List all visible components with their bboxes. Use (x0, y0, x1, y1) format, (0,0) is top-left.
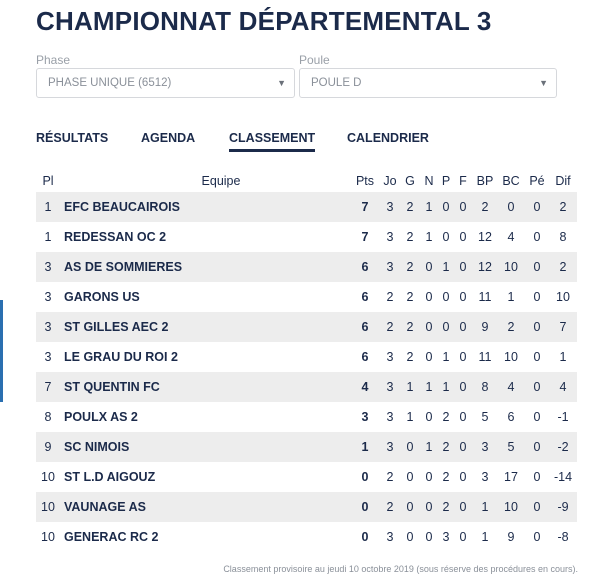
cell-f: 0 (459, 350, 467, 364)
cell-team[interactable]: ST QUENTIN FC (64, 380, 160, 394)
phase-filter (36, 52, 295, 98)
cell-bc: 6 (507, 410, 515, 424)
cell-pl: 10 (41, 500, 55, 514)
chevron-down-icon: ▼ (277, 78, 286, 88)
cell-dif: 4 (559, 380, 567, 394)
cell-n: 1 (425, 200, 433, 214)
cell-bc: 2 (507, 320, 515, 334)
cell-team[interactable]: ST L.D AIGOUZ (64, 470, 156, 484)
cell-pts: 0 (361, 470, 369, 484)
left-edge-accent (0, 300, 3, 402)
cell-p: 1 (442, 380, 450, 394)
cell-p: 0 (442, 200, 450, 214)
cell-n: 0 (425, 410, 433, 424)
table-row (36, 282, 577, 312)
cell-g: 2 (406, 200, 414, 214)
cell-dif: -8 (557, 530, 569, 544)
tab-calendrier[interactable]: CALENDRIER (347, 131, 429, 145)
cell-bp: 3 (481, 470, 489, 484)
cell-pe: 0 (533, 530, 541, 544)
poule-select[interactable] (299, 68, 557, 98)
cell-p: 2 (442, 440, 450, 454)
table-row (36, 222, 577, 252)
cell-bp: 12 (478, 230, 492, 244)
cell-pl: 9 (44, 440, 52, 454)
cell-bc: 0 (507, 200, 515, 214)
table-row (36, 492, 577, 522)
cell-p: 1 (442, 350, 450, 364)
cell-bp: 9 (481, 320, 489, 334)
cell-dif: -14 (553, 470, 573, 484)
header-pl: Pl (42, 174, 54, 188)
cell-jo: 3 (386, 230, 394, 244)
cell-jo: 3 (386, 380, 394, 394)
phase-label: Phase (36, 53, 71, 67)
cell-team[interactable]: LE GRAU DU ROI 2 (64, 350, 178, 364)
cell-pe: 0 (533, 350, 541, 364)
cell-n: 0 (425, 290, 433, 304)
cell-pe: 0 (533, 290, 541, 304)
table-body (36, 192, 577, 552)
cell-bp: 2 (481, 200, 489, 214)
cell-dif: 2 (559, 260, 567, 274)
cell-g: 1 (406, 410, 414, 424)
cell-team[interactable]: POULX AS 2 (64, 410, 138, 424)
cell-p: 2 (442, 410, 450, 424)
standings-footnote: Classement provisoire au jeudi 10 octobre 2019 (sous réserve des procédures en cours). (223, 564, 578, 574)
header-g: G (405, 174, 415, 188)
chevron-down-icon: ▼ (539, 78, 548, 88)
cell-p: 0 (442, 290, 450, 304)
cell-dif: 2 (559, 200, 567, 214)
cell-team[interactable]: AS DE SOMMIERES (64, 260, 183, 274)
cell-dif: -1 (557, 410, 569, 424)
cell-pl: 10 (41, 530, 55, 544)
cell-jo: 2 (386, 320, 394, 334)
cell-team[interactable]: EFC BEAUCAIROIS (64, 200, 180, 214)
cell-team[interactable]: VAUNAGE AS (64, 500, 146, 514)
cell-g: 2 (406, 290, 414, 304)
cell-dif: 7 (559, 320, 567, 334)
cell-pts: 0 (361, 530, 369, 544)
cell-pl: 10 (41, 470, 55, 484)
cell-pe: 0 (533, 260, 541, 274)
table-row (36, 192, 577, 222)
cell-team[interactable]: GARONS US (64, 290, 140, 304)
cell-bp: 1 (481, 530, 489, 544)
cell-pts: 3 (361, 410, 369, 424)
cell-pe: 0 (533, 440, 541, 454)
cell-jo: 2 (386, 470, 394, 484)
cell-f: 0 (459, 410, 467, 424)
cell-pl: 3 (44, 290, 52, 304)
cell-pe: 0 (533, 380, 541, 394)
poule-label: Poule (299, 53, 330, 67)
cell-g: 0 (406, 500, 414, 514)
phase-select-value: PHASE UNIQUE (6512) (48, 77, 172, 89)
cell-f: 0 (459, 290, 467, 304)
header-pe: Pé (529, 174, 545, 188)
cell-team[interactable]: ST GILLES AEC 2 (64, 320, 169, 334)
cell-pe: 0 (533, 500, 541, 514)
cell-g: 0 (406, 440, 414, 454)
cell-pts: 4 (361, 380, 369, 394)
cell-pl: 1 (44, 230, 52, 244)
cell-bp: 8 (481, 380, 489, 394)
cell-f: 0 (459, 470, 467, 484)
table-header (36, 170, 577, 192)
cell-pl: 8 (44, 410, 52, 424)
cell-pe: 0 (533, 200, 541, 214)
cell-f: 0 (459, 380, 467, 394)
cell-dif: 8 (559, 230, 567, 244)
header-p: P (441, 174, 451, 188)
cell-p: 0 (442, 320, 450, 334)
cell-dif: 1 (559, 350, 567, 364)
header-f: F (459, 174, 467, 188)
cell-g: 2 (406, 350, 414, 364)
cell-bc: 17 (504, 470, 518, 484)
cell-n: 1 (425, 230, 433, 244)
cell-g: 2 (406, 260, 414, 274)
cell-bp: 12 (478, 260, 492, 274)
cell-p: 1 (442, 260, 450, 274)
phase-select[interactable] (36, 68, 295, 98)
cell-bc: 10 (504, 350, 518, 364)
header-pts: Pts (355, 174, 375, 188)
table-row (36, 252, 577, 282)
cell-pl: 3 (44, 260, 52, 274)
cell-jo: 2 (386, 290, 394, 304)
cell-f: 0 (459, 440, 467, 454)
cell-f: 0 (459, 230, 467, 244)
cell-pl: 7 (44, 380, 52, 394)
header-team: Equipe (201, 174, 241, 188)
table-row (36, 432, 577, 462)
cell-n: 0 (425, 350, 433, 364)
cell-pe: 0 (533, 230, 541, 244)
cell-n: 0 (425, 470, 433, 484)
cell-f: 0 (459, 260, 467, 274)
header-jo: Jo (383, 174, 397, 188)
table-row (36, 372, 577, 402)
cell-bc: 4 (507, 230, 515, 244)
cell-dif: -9 (557, 500, 569, 514)
cell-jo: 3 (386, 200, 394, 214)
cell-pl: 3 (44, 350, 52, 364)
table-row (36, 462, 577, 492)
cell-g: 2 (406, 230, 414, 244)
cell-pts: 0 (361, 500, 369, 514)
tab-agenda[interactable]: AGENDA (141, 131, 196, 145)
cell-jo: 3 (386, 410, 394, 424)
cell-bc: 10 (504, 260, 518, 274)
cell-pe: 0 (533, 320, 541, 334)
table-row (36, 402, 577, 432)
cell-p: 2 (442, 470, 450, 484)
cell-pts: 1 (361, 440, 369, 454)
cell-g: 0 (406, 530, 414, 544)
cell-pts: 6 (361, 260, 369, 274)
poule-filter (299, 52, 557, 98)
cell-pe: 0 (533, 470, 541, 484)
cell-g: 0 (406, 470, 414, 484)
cell-n: 0 (425, 260, 433, 274)
cell-pts: 7 (361, 230, 369, 244)
table-row (36, 522, 577, 552)
cell-bp: 3 (481, 440, 489, 454)
cell-p: 2 (442, 500, 450, 514)
standings-table (36, 170, 577, 552)
cell-bp: 11 (478, 350, 492, 364)
header-bc: BC (502, 174, 520, 188)
tab-classement[interactable]: CLASSEMENT (229, 131, 315, 145)
cell-jo: 3 (386, 530, 394, 544)
cell-pts: 6 (361, 320, 369, 334)
cell-pts: 6 (361, 290, 369, 304)
cell-n: 1 (425, 440, 433, 454)
cell-bc: 5 (507, 440, 515, 454)
header-dif: Dif (555, 174, 571, 188)
cell-p: 3 (442, 530, 450, 544)
cell-bp: 5 (481, 410, 489, 424)
cell-n: 0 (425, 500, 433, 514)
table-row (36, 312, 577, 342)
cell-team[interactable]: REDESSAN OC 2 (64, 230, 167, 244)
cell-pts: 7 (361, 200, 369, 214)
tab-resultats[interactable]: RÉSULTATS (36, 131, 109, 145)
table-row (36, 342, 577, 372)
cell-bc: 9 (507, 530, 515, 544)
cell-g: 1 (406, 380, 414, 394)
poule-select-value: POULE D (311, 77, 362, 89)
cell-f: 0 (459, 320, 467, 334)
cell-g: 2 (406, 320, 414, 334)
page-title: CHAMPIONNAT DÉPARTEMENTAL 3 (36, 6, 492, 36)
cell-team[interactable]: SC NIMOIS (64, 440, 130, 454)
cell-p: 0 (442, 230, 450, 244)
cell-f: 0 (459, 500, 467, 514)
active-tab-indicator (229, 149, 315, 152)
cell-pts: 6 (361, 350, 369, 364)
cell-bp: 1 (481, 500, 489, 514)
cell-jo: 3 (386, 440, 394, 454)
cell-jo: 3 (386, 350, 394, 364)
cell-f: 0 (459, 530, 467, 544)
cell-bc: 1 (507, 290, 515, 304)
cell-team[interactable]: GENERAC RC 2 (64, 530, 159, 544)
cell-n: 0 (425, 320, 433, 334)
cell-n: 1 (425, 380, 433, 394)
cell-jo: 2 (386, 500, 394, 514)
cell-dif: 10 (556, 290, 570, 304)
header-n: N (424, 174, 434, 188)
cell-dif: -2 (557, 440, 569, 454)
cell-n: 0 (425, 530, 433, 544)
cell-jo: 3 (386, 260, 394, 274)
cell-pe: 0 (533, 410, 541, 424)
header-bp: BP (476, 174, 494, 188)
cell-f: 0 (459, 200, 467, 214)
cell-bc: 10 (504, 500, 518, 514)
cell-pl: 1 (44, 200, 52, 214)
cell-bp: 11 (478, 290, 492, 304)
cell-pl: 3 (44, 320, 52, 334)
cell-bc: 4 (507, 380, 515, 394)
